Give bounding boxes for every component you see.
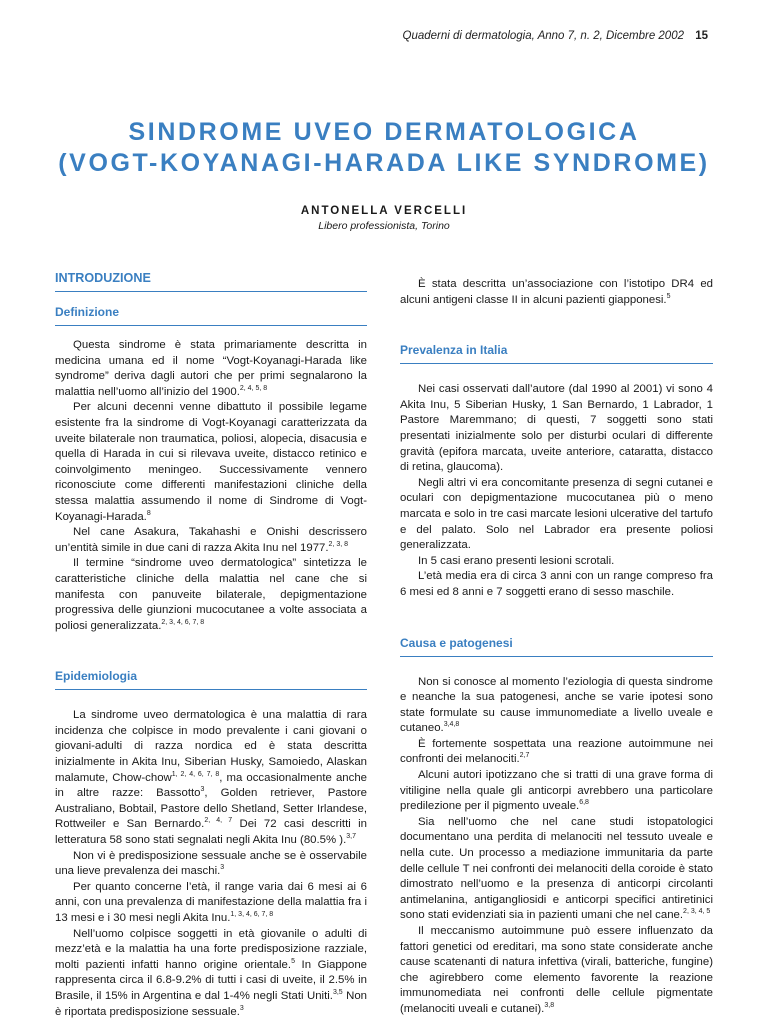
- paragraph: Per alcuni decenni venne dibattuto il possibile legame esistente fra la sindrome di Vogt-Koyanagi caratterizzata da uveite bilaterale non traumatica, poliosi, alopecia, disacusia e quella di Harada in cui si rilevava uveite, distacco retinico e coinvolgimento meningeo. Successivamente vennero riconosciute come differenti manifestazioni cliniche della stessa malattia assumendo il nome di Sindrome di Vogt-Koyanagi-Harada.$^8$: [55, 401, 367, 523]
- title-line-2: (VOGT-KOYANAGI-HARADA LIKE SYNDROME): [58, 149, 710, 177]
- paragraph: Nei casi osservati dall’autore (dal 1990 al 2001) vi sono 4 Akita Inu, 5 Siberian Husky, 1 San Bernardo, 1 Labrador, 1 Pastore Maremmano; di questi, 7 soggetti sono stati presentati inizialmente solo per disturbi oculari di differente gravità (epifora marcata, uveite anteriore, cataratta, distacco di retina, glaucoma).: [400, 383, 713, 474]
- page-number: 15: [695, 30, 708, 42]
- paragraph: Questa sindrome è stata primariamente descritta in medicina umana ed il nome “Vogt-Koyanagi-Harada like syndrome” deriva dagli autori che per primi segnalarono la malattia nell’uomo all’inizio del 1900.$^{2, 4, 5, 8}$: [55, 339, 367, 398]
- paragraph: Per quanto concerne l’età, il range varia dai 6 mesi ai 6 anni, con una prevalenza di manifestazione della malattia fra i 13 mesi e i 30 mesi negli Akita Inu.$^{1, 3, 4, 6, 7, 8}$: [55, 880, 367, 924]
- paragraph: La sindrome uveo dermatologica è una malattia di rara incidenza che colpisce in modo prevalente i cani giovani o giovani-adulti di razza nordica ed è stata descritta inizialmente in Akita Inu, Siberian Husky, Samoiedo, Alaskan malamute, Chow-chow$^{1, 2, 4, 6, 7, 8}$, ma occasionalmente anche in altre razze: Bassotto$^3$, Golden retriever, Pastore Australiano, Bobtail, Pastore dello Shetland, Setter Irlandese, Rottweiler e San Bernardo.$^{2, 4, 7}$ Dei 72 casi descritti in letteratura 58 sono stati segnalati negli Akita Inu (80.5% ).$^{3,7}$: [55, 709, 367, 847]
- subsection-heading-causa: Causa e patogenesi: [400, 635, 513, 650]
- paragraph: Sia nell’uomo che nel cane studi istopatologici documentano una perdita di melanociti nel tessuto uveale e nella cute. Un processo a mediazione immunitaria da parte delle cellule T nei confronti dei melanociti della coroide è stato dimostrato nell’uomo e la presenza di anticorpi circolanti antimelanina, antigangliosidi e anticorpi specifici antiretinici sono stati evidenziati sia in pazienti umani che nel cane.$^{2, 3, 4, 5}$: [400, 815, 713, 922]
- paragraph: È fortemente sospettata una reazione autoimmune nei confronti dei melanociti.$^{2,7}$: [400, 737, 713, 766]
- paragraph: In 5 casi erano presenti lesioni scrotali.: [418, 554, 615, 567]
- subsection-heading-prevalenza: Prevalenza in Italia: [400, 343, 508, 358]
- paragraph: Il termine “sindrome uveo dermatologica” sintetizza le caratteristiche cliniche della malattia nel cane che si manifesta con panuveite bilaterale, depigmentazione progressiva delle giunzioni mucocutanee a volte associata a poliosi generalizzata.$^{2, 3, 4, 6, 7, 8}$: [55, 557, 367, 632]
- paragraph: È stata descritta un’associazione con l’istotipo DR4 ed alcuni antigeni classe II in alcuni pazienti giapponesi.$^5$: [400, 278, 713, 306]
- subsection-heading-definizione: Definizione: [55, 305, 120, 319]
- journal-citation: Quaderni di dermatologia, Anno 7, n. 2, Dicembre 2002: [402, 30, 684, 42]
- paragraph: Nell’uomo colpisce soggetti in età giovanile o adulti di mezz’età e la malattia ha una forte predisposizione razziale, molti pazienti infatti hanno origine orientale.$^5$ In Giappone rappresenta circa il 6.8-9.2% di tutti i casi di uveite, il 2.5% in Brasile, il 15% in Argentina e dal 1-4% negli Stati Uniti.$^{3,5}$ Non è riportata predisposizione sessuale.$^3$: [55, 927, 368, 1018]
- title-line-1: SINDROME UVEO DERMATOLOGICA: [128, 118, 640, 146]
- paragraph: Nel cane Asakura, Takahashi e Onishi descrissero un’entità simile in due cani di razza Akita Inu nel 1977.$^{2, 3, 8}$: [55, 526, 367, 554]
- author-name: ANTONELLA VERCELLI: [300, 205, 468, 217]
- paragraph: Il meccanismo autoimmune può essere influenzato da fattori genetici od ereditari, ma sono state considerate anche cause scatenanti di natura infettiva (virali, batteriche, fungine) che agirebbero come elemento favorente la reazione immunomediata nei confronti delle cellule pigmentate (melanociti uveali e cutanei).$^{3,8}$: [400, 925, 713, 1015]
- left-column: [55, 270, 367, 1020]
- paragraph: L’età media era di circa 3 anni con un range compreso fra 6 mesi ed 8 anni e 7 soggetti erano di sesso maschile.: [400, 570, 713, 598]
- paragraph: Alcuni autori ipotizzano che si tratti di una grave forma di vitiligine nella quale gli anticorpi avrebbero una particolare predilezione per il pigmento uveale.$^{6,8}$: [400, 769, 713, 813]
- paragraph: Non si conosce al momento l’eziologia di questa sindrome e neanche la sua patogenesi, anche se varie ipotesi sono state formulate su cause immunomediate a livello uveale e cutaneo.$^{3,4,8}$: [400, 675, 713, 735]
- paragraph: Non vi è predisposizione sessuale anche se è osservabile una lieve prevalenza dei maschi.$^3$: [55, 849, 367, 878]
- subsection-heading-epidemiologia: Epidemiologia: [55, 669, 138, 684]
- author-affiliation: Libero professionista, Torino: [318, 220, 450, 232]
- paragraph: Negli altri vi era concomitante presenza di segni cutanei e oculari con depigmentazione mucocutanea più o meno marcata e solo in tre casi marcate lesioni ulcerative del tartufo e del palato. Solo nel Labrador era presente poliosi generalizzata.: [400, 476, 713, 552]
- right-column: [400, 277, 713, 1018]
- running-header: [0, 30, 768, 50]
- section-heading-introduzione: INTRODUZIONE: [55, 271, 151, 285]
- article-title: [0, 117, 768, 179]
